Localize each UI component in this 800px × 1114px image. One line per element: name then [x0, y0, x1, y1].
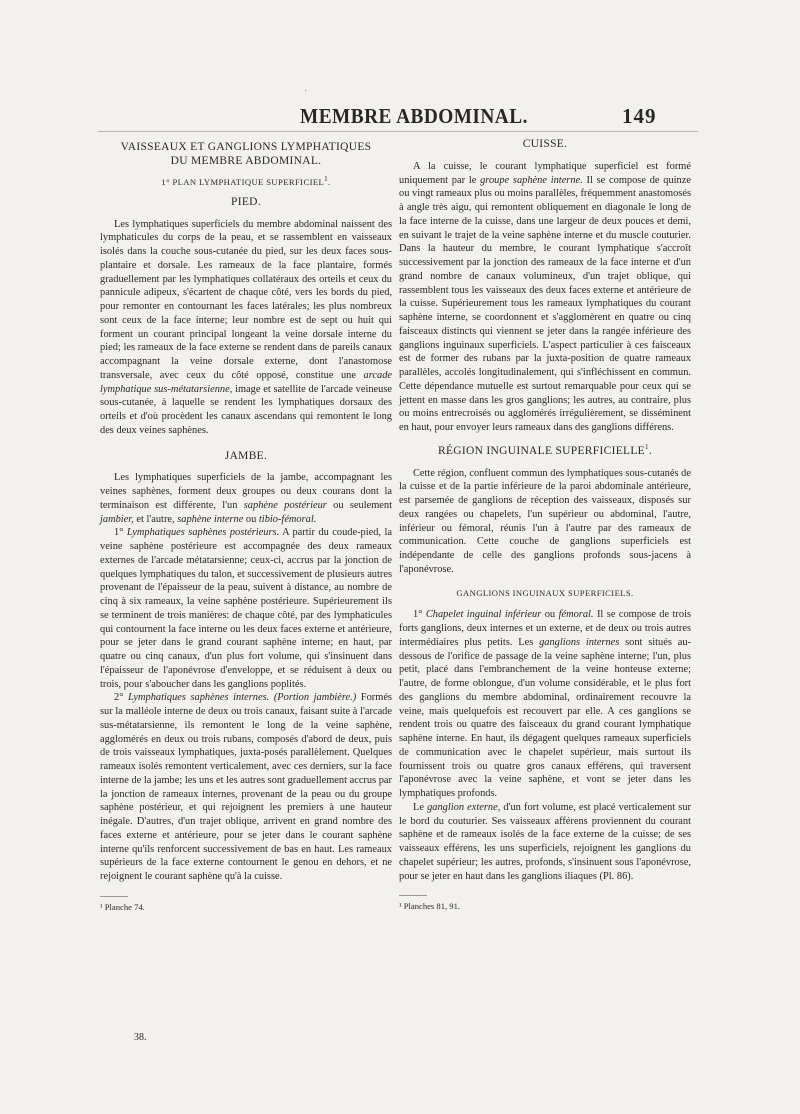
italic-term: groupe saphène interne. [480, 174, 583, 186]
printer-mark: ' [305, 88, 307, 98]
italic-term: (Portion jambière.) [273, 692, 357, 704]
chapter-title-line1: VAISSEAUX ET GANGLIONS LYMPHATIQUES [120, 141, 372, 153]
italic-term: ganglion externe, [427, 801, 501, 813]
text-run: ou [544, 609, 556, 621]
paragraph-cuisse [399, 160, 691, 435]
italic-term: Chapelet inguinal inférieur [425, 609, 542, 621]
page-number: 149 [622, 104, 657, 128]
paragraph-chapelet-inferieur [399, 608, 691, 801]
footnote-right: ¹ Planches 81, 91. [399, 901, 461, 912]
italic-term: jambier, [100, 513, 134, 525]
paragraph-saphenes-posterieurs [100, 526, 392, 691]
text-run: Les lymphatiques superficiels du membre abdominal naissent des lymphaticules du corps de la peau, et se rassemblent en vaisseaux isolés dans la couche sous-cutanée du pied, sur les deux faces sous-plantaire et dorsale. Les rameaux de la face plantaire, formés graduellement par les lymphatiques collatéraux des orteils et ceux du pannicule adipeux, s'écartent de chaque côté, vers les bords du pied, pour remonter en contournant les faces latérales; les plus nombreux sont ceux de la face interne; leur nombre est de sept ou huit qui forment un courant principal longeant la veine dorsale interne du pied; les rameaux de la face externe se rendent dans de pareils canaux accompagnant la veine dorsale externe, dont l'anastomose transversale, avec ceux du côté opposé, constitue une [100, 218, 392, 381]
text-run: ou [245, 513, 257, 525]
text-run: et l'autre, [136, 513, 175, 525]
text-run: Cette région, confluent commun des lymphatiques sous-cutanés de la cuisse et de la partie inférieure de la paroi abdominale antérieure, est parsemée de ganglions de réception des vaisseaux, disposés sur deux rangées ou chapelets, l'un supérieur ou abdominal, l'autre, inférieur ou fémoral, réunis l'un à l'autre par des rameaux de communication. Cette couche de ganglions superficiels est indépendante de celle des ganglions profonds sous-jacens à l'aponévrose. [399, 467, 691, 575]
text-run: d'un fort volume, est placé verticalement sur le bord du couturier. Ses vaisseaux afférens proviennent du courant saphène et de rameaux isolés de la face externe de la cuisse; de ses vaisseaux efférens, les uns superficiels, rejoignent les ganglions du chapelet supérieur; les autres, profonds, s'insinuent sous l'aponévrose, pour se jeter en haut dans les ganglions iliaques (Pl. 86). [399, 801, 691, 882]
region-footnote-ref: 1 [645, 442, 649, 451]
list-number: 1° [114, 527, 124, 539]
text-run: A partir du coude-pied, la veine saphène postérieure est accompagnée des deux rameaux externes de l'arcade métatarsienne; ceux-ci, accrus par la jonction de quelques lymphatiques du talon, et successivement de plusieurs autres provenant de l'épaisseur de la peau, suivent à distance, au nombre de cinq à six rameaux, la veine saphène postérieure. Supérieurement ils se terminent de trois manières: de chaque côté, par des lymphaticules qui contournent la face interne ou les deux faces externe et antérieure, pour se jeter dans le grand courant saphène interne; en haut, par quatre ou cinq canaux, d'un plus fort volume, qui s'insinuent dans l'épaisseur de l'aponévrose d'enveloppe, et se réduisent à deux ou trois, pour s'aboucher dans les ganglions poplités. [100, 527, 392, 690]
running-title: MEMBRE ABDOMINAL. [300, 104, 528, 128]
italic-term: arcade lymphatique sus-métatarsienne, [100, 369, 392, 395]
text-run: sont situés au-dessous de l'orifice de passage de la veine saphène interne; l'un, plus petit, placé dans l'embranchement de la veine honteuse externe; l'autre, de forme oblongue, d'un volume considérable, et le plus fort des ganglions du membre abdominal, ordinairement recouvre la veine, mais quelquefois est recouvert par elle. A ces ganglions se rendent trois ou quatre des faisceaux du grand courant lymphatique saphène interne. En haut, ils dégagent quelques rameaux superficiels de communication avec le chapelet supérieur, mais surtout ils fournissent trois ou quatre gros canaux efférens, qui traversent l'aponévrose avec la veine saphène, et vont se jeter dans les lymphatiques profonds. [399, 636, 691, 799]
text-run: Il se compose de trois forts ganglions, deux internes et un externe, et de deux ou trois autres intermédiaires plus petits. Les [399, 609, 692, 648]
text-run: Le [413, 801, 424, 813]
section-heading-cuisse: CUISSE. [522, 138, 568, 150]
italic-term: Lymphatiques saphènes internes. [127, 692, 270, 704]
header-rule [98, 131, 698, 132]
paragraph-pied [100, 218, 392, 438]
chapter-title [100, 140, 392, 168]
plan-heading-text: 1° PLAN LYMPHATIQUE SUPERFICIEL [161, 177, 325, 187]
italic-term: ganglions internes [539, 636, 620, 648]
section-heading-pied: PIED. [231, 195, 261, 208]
section-heading-region-text: RÉGION INGUINALE SUPERFICIELLE [437, 444, 646, 457]
italic-term: fémoral. [558, 609, 594, 621]
plan-footnote-ref: 1 [324, 175, 329, 184]
page-header [0, 104, 800, 132]
section-heading-ganglions: GANGLIONS INGUINAUX SUPERFICIELS. [456, 587, 634, 598]
chapter-title-line2: DU MEMBRE ABDOMINAL. [170, 155, 322, 167]
italic-term: Lymphatiques saphènes postérieurs. [126, 527, 280, 539]
italic-term: tibio-fémoral. [258, 513, 317, 525]
footnote-rule [399, 895, 427, 896]
text-run: Il se compose de quinze ou vingt rameaux plus ou moins parallèles, fréquemment anastomosés à angle très aigu, qui remontent obliquement en diagonale le long de la face interne de la cuisse, dans une largeur de deux pouces et demi, en suivant le trajet de la veine saphène interne et du muscle couturier. Dans la hauteur du membre, le courant lymphatique s'accroît successivement par la jonction des rameaux de la face interne et d'un grand nombre de canaux volumineux, d'un trajet oblique, qui rassemblent tous les vaisseaux des deux faces externe et antérieure de la cuisse. Supérieurement tous les rameaux lymphatiques du courant saphène interne, se coordonnent et s'agglomèrent en quatre ou cinq faisceaux distincts qui viennent se jeter dans la rangée inférieure des ganglions inguinaux superficiels. L'aspect particulier à ces faisceaux est de former des rubans par la juxta-position de quatre rameaux parallèles, accolés longitudinalement, qui s'infléchissent en commun. Cette dépendance mutuelle est surtout remarquable pour ceux qui se jettent en masse dans les gros ganglions; les autres, au contraire, plus ou moins entrecroisés ou agglomérés irrégulièrement, se disséminent en haut, pour envoyer leurs rameaux dans des ganglions différens. [399, 174, 691, 433]
text-run: Formés sur la malléole interne de deux ou trois canaux, faisant suite à l'arcade sus-métatarsienne, ils remontent le long de la veine saphène, agglomérés en deux ou trois rubans, composés d'abord de deux, puis de trois vaisseaux lymphatiques, juxta-posés parallèlement. Quelques rameaux isolés remontent verticalement, avec ces derniers, sur la face interne de la jambe; les uns et les autres sont graduellement accrus par la jonction de rameaux internes, provenant de la peau ou du groupe saphène postérieur, et qui rejoignent les premiers à une hauteur inégale. D'autres, d'un trajet oblique, arrivent en grand nombre des faces externe et antérieure, pour se jeter dans le courant saphène interne qu'ils renforcent successivement de bas en haut. Les rameaux supérieurs de la face externe contournent le genou en dehors, et ne rejoignent le courant saphène qu'à la cuisse. [100, 692, 392, 882]
signature-mark: 38. [134, 1032, 147, 1043]
footnote-left: ¹ Planche 74. [100, 901, 145, 912]
text-run: image et satellite de l'arcade veineuse sous-cutanée, à laquelle se rendent les lymphatiques dorsaux des orteils et d'où procèdent les canaux ascendans qui remontent le long des deux veines saphènes. [100, 383, 393, 436]
right-column [399, 138, 691, 912]
paragraph-jambe-intro [100, 471, 392, 526]
italic-term: saphène postérieur [243, 499, 327, 511]
section-heading-region: RÉGION INGUINALE SUPERFICIELLE$^1$. [437, 442, 653, 457]
footnote-rule [100, 896, 128, 897]
paragraph-region [399, 467, 691, 577]
text-run: Les lymphatiques superficiels de la jambe, accompagnant les veines saphènes, forment deux groupes ou deux courans dont la terminaison est différente, l'un [100, 472, 392, 511]
paragraph-ganglion-externe [399, 801, 691, 884]
paragraph-saphenes-internes [100, 691, 392, 884]
italic-term: saphène interne [177, 513, 244, 525]
section-heading-jambe: JAMBE. [224, 449, 268, 462]
list-number: 1° [413, 609, 423, 621]
left-column [100, 138, 392, 913]
text-run: ou seulement [333, 499, 392, 511]
plan-heading: 1° PLAN LYMPHATIQUE SUPERFICIEL$^1$. [161, 175, 331, 187]
list-number: 2° [114, 692, 124, 704]
text-run: A la cuisse, le courant lymphatique superficiel est formé uniquement par le [399, 160, 691, 186]
